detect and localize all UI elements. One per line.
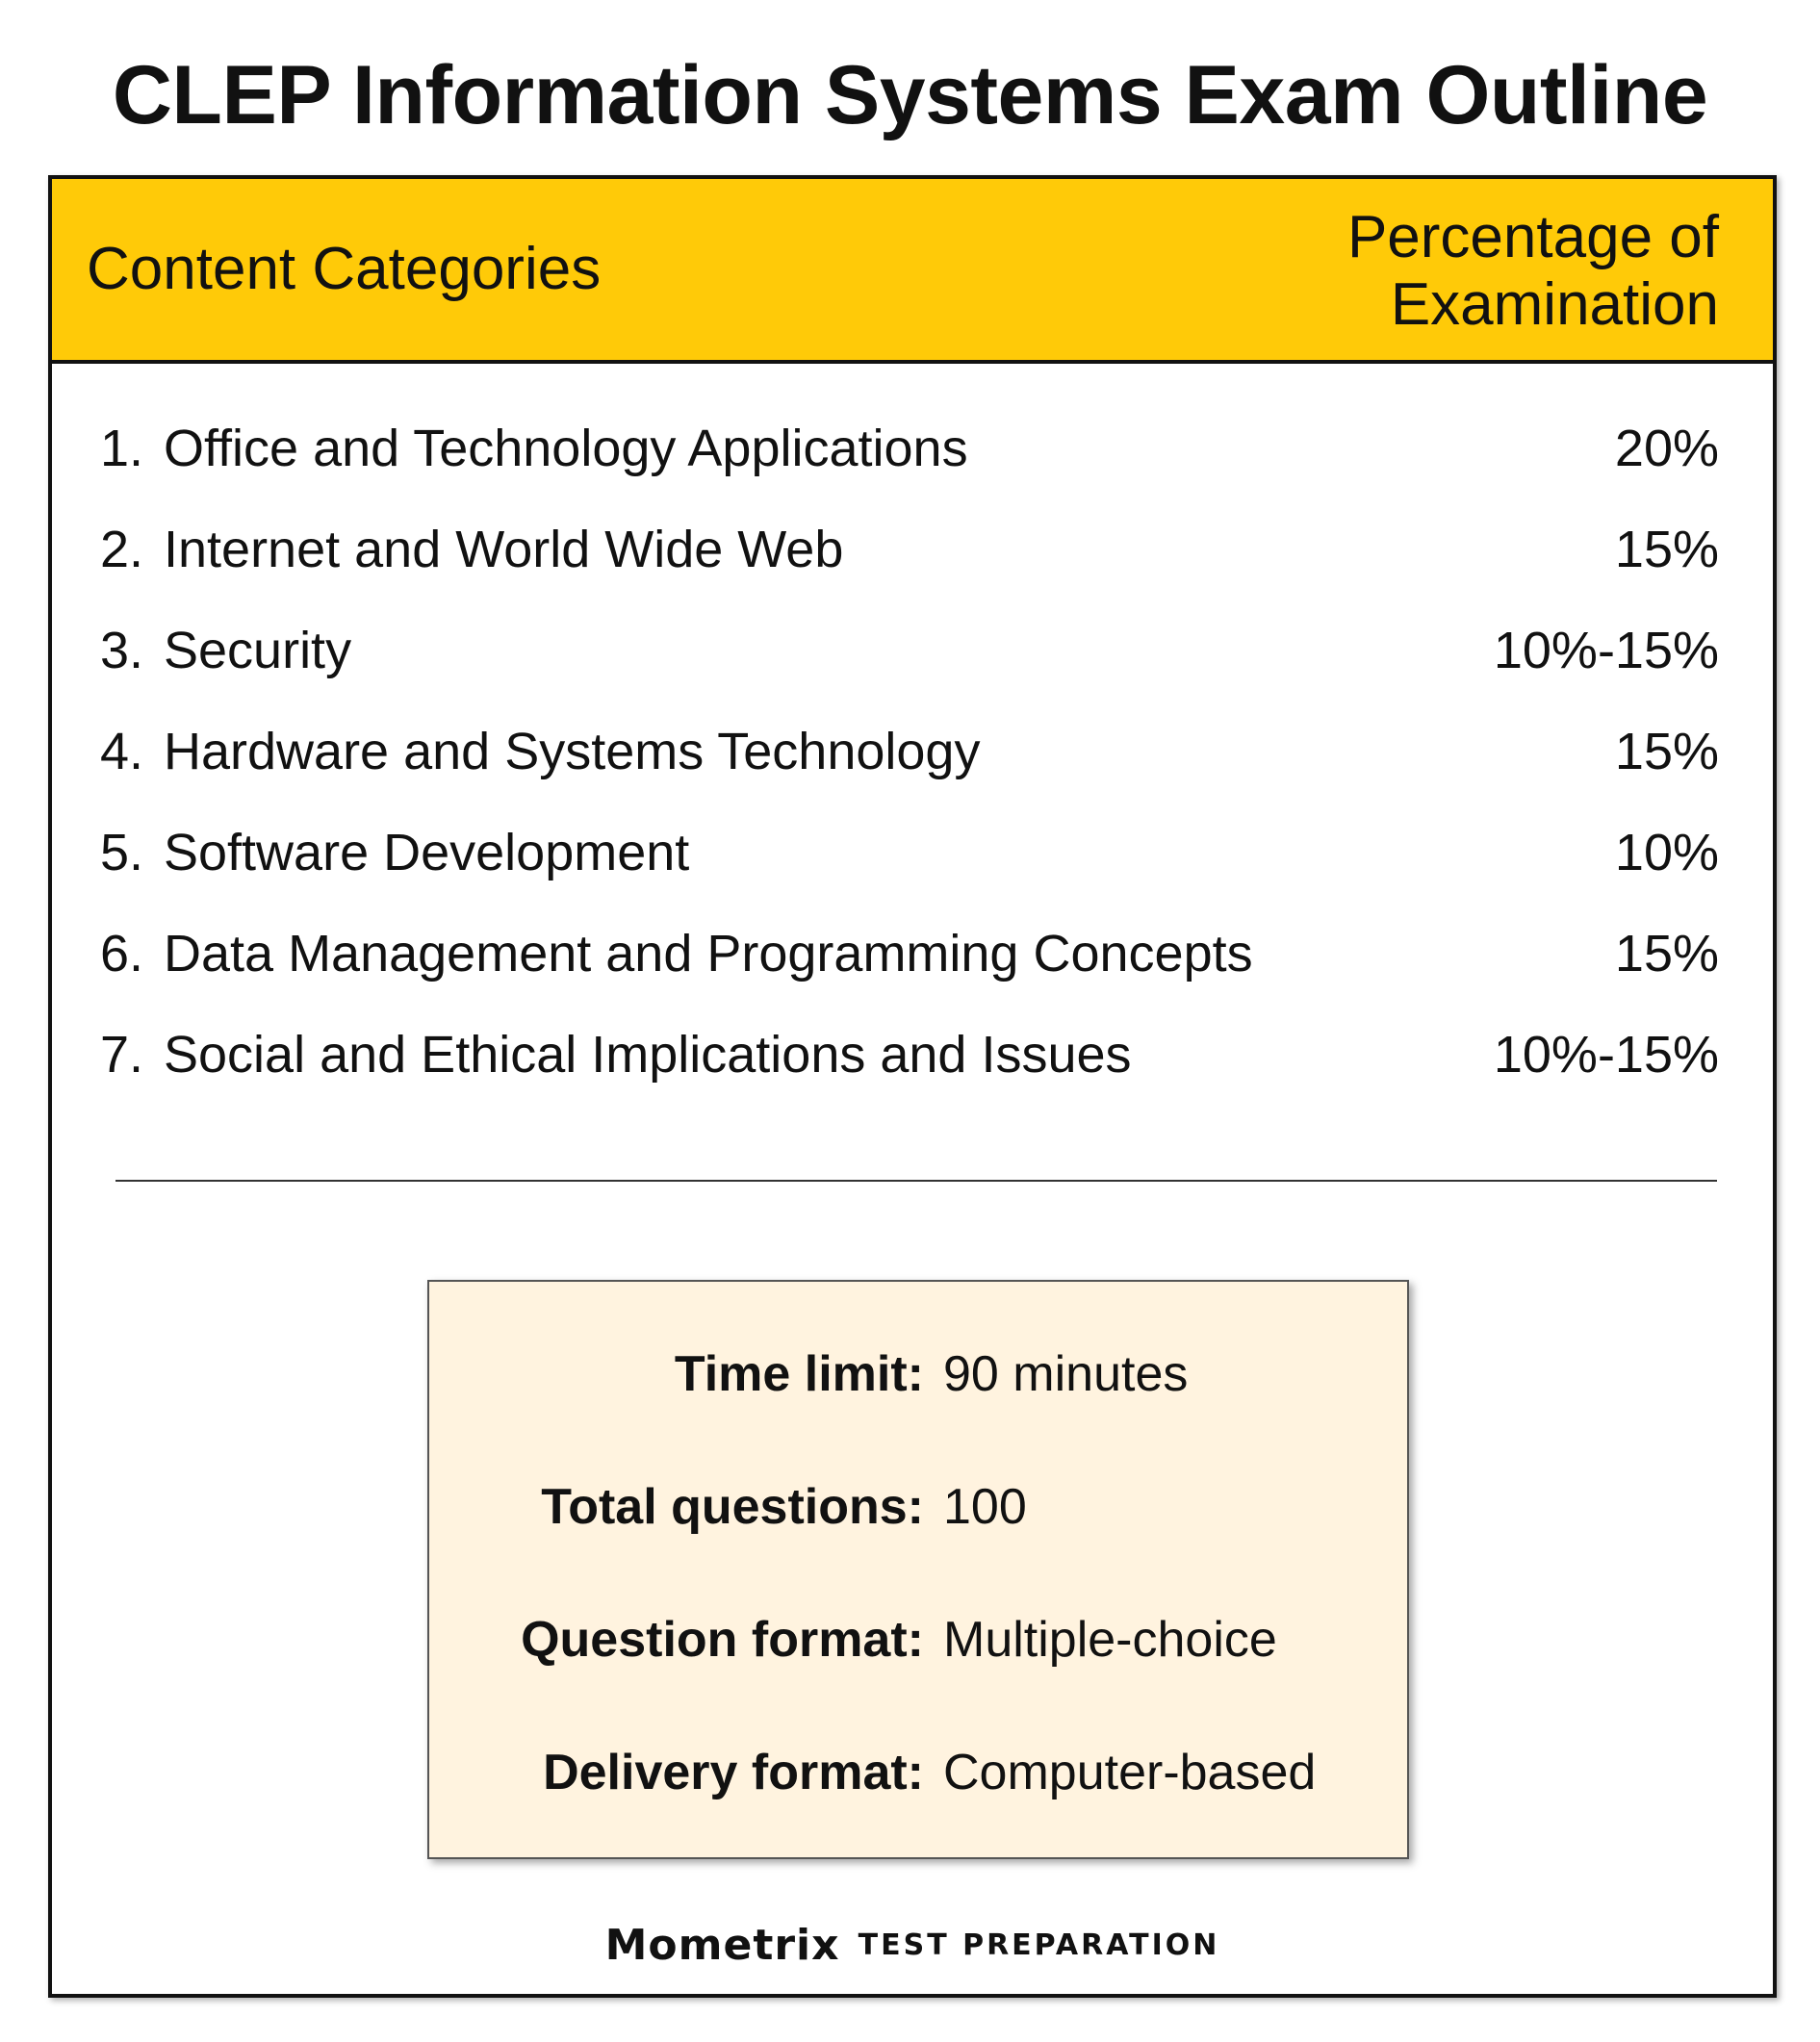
info-value: 90 minutes [943, 1346, 1189, 1402]
table-row [52, 600, 1773, 702]
row-number: 3. [100, 622, 144, 679]
row-percentage: 15% [1614, 925, 1719, 983]
info-label: Question format: [521, 1612, 924, 1668]
info-row-delivery-format [429, 1734, 1407, 1811]
row-category: Internet and World Wide Web [164, 521, 844, 578]
header-percentage-line2: Examination [1390, 271, 1719, 338]
row-percentage: 15% [1614, 521, 1719, 578]
header-percentage-line1: Percentage of [1346, 204, 1719, 270]
brand-tagline: TEST PREPARATION [858, 1928, 1220, 1962]
row-number: 4. [100, 723, 144, 780]
info-row-question-format [429, 1601, 1407, 1678]
info-value: Multiple-choice [943, 1612, 1277, 1668]
row-percentage: 15% [1614, 723, 1719, 780]
row-category: Hardware and Systems Technology [164, 723, 981, 780]
row-category: Data Management and Programming Concepts [164, 925, 1253, 983]
table-row [52, 803, 1773, 904]
brand-footer [52, 1921, 1773, 1970]
info-value: Computer-based [943, 1745, 1317, 1800]
row-category: Social and Ethical Implications and Issues [164, 1026, 1132, 1084]
table-row [52, 1005, 1773, 1106]
row-category: Office and Technology Applications [164, 420, 968, 477]
row-number: 1. [100, 420, 144, 477]
row-category: Security [164, 622, 352, 679]
brand-logo: Mometrix [604, 1921, 840, 1970]
table-row [52, 904, 1773, 1005]
info-label: Total questions: [541, 1479, 924, 1535]
row-percentage: 20% [1614, 420, 1719, 477]
header-percentage [1347, 204, 1719, 339]
row-percentage: 10% [1614, 824, 1719, 881]
divider [115, 1180, 1717, 1182]
info-row-total-questions [429, 1468, 1407, 1545]
table-row [52, 398, 1773, 499]
table-row [52, 702, 1773, 803]
row-percentage: 10%-15% [1493, 622, 1719, 679]
info-row-time-limit [429, 1336, 1407, 1413]
row-percentage: 10%-15% [1493, 1026, 1719, 1084]
row-number: 6. [100, 925, 144, 983]
header-content-categories: Content Categories [87, 236, 602, 302]
row-number: 2. [100, 521, 144, 578]
info-value: 100 [943, 1479, 1027, 1535]
info-label: Time limit: [674, 1346, 924, 1402]
row-number: 7. [100, 1026, 144, 1084]
row-category: Software Development [164, 824, 690, 881]
table-row [52, 499, 1773, 600]
row-number: 5. [100, 824, 144, 881]
table-header [52, 179, 1773, 364]
exam-info-box [427, 1280, 1409, 1859]
info-label: Delivery format: [543, 1745, 924, 1800]
category-list [52, 398, 1773, 1106]
outline-table [48, 175, 1777, 1998]
page-title: CLEP Information Systems Exam Outline [112, 49, 1708, 141]
